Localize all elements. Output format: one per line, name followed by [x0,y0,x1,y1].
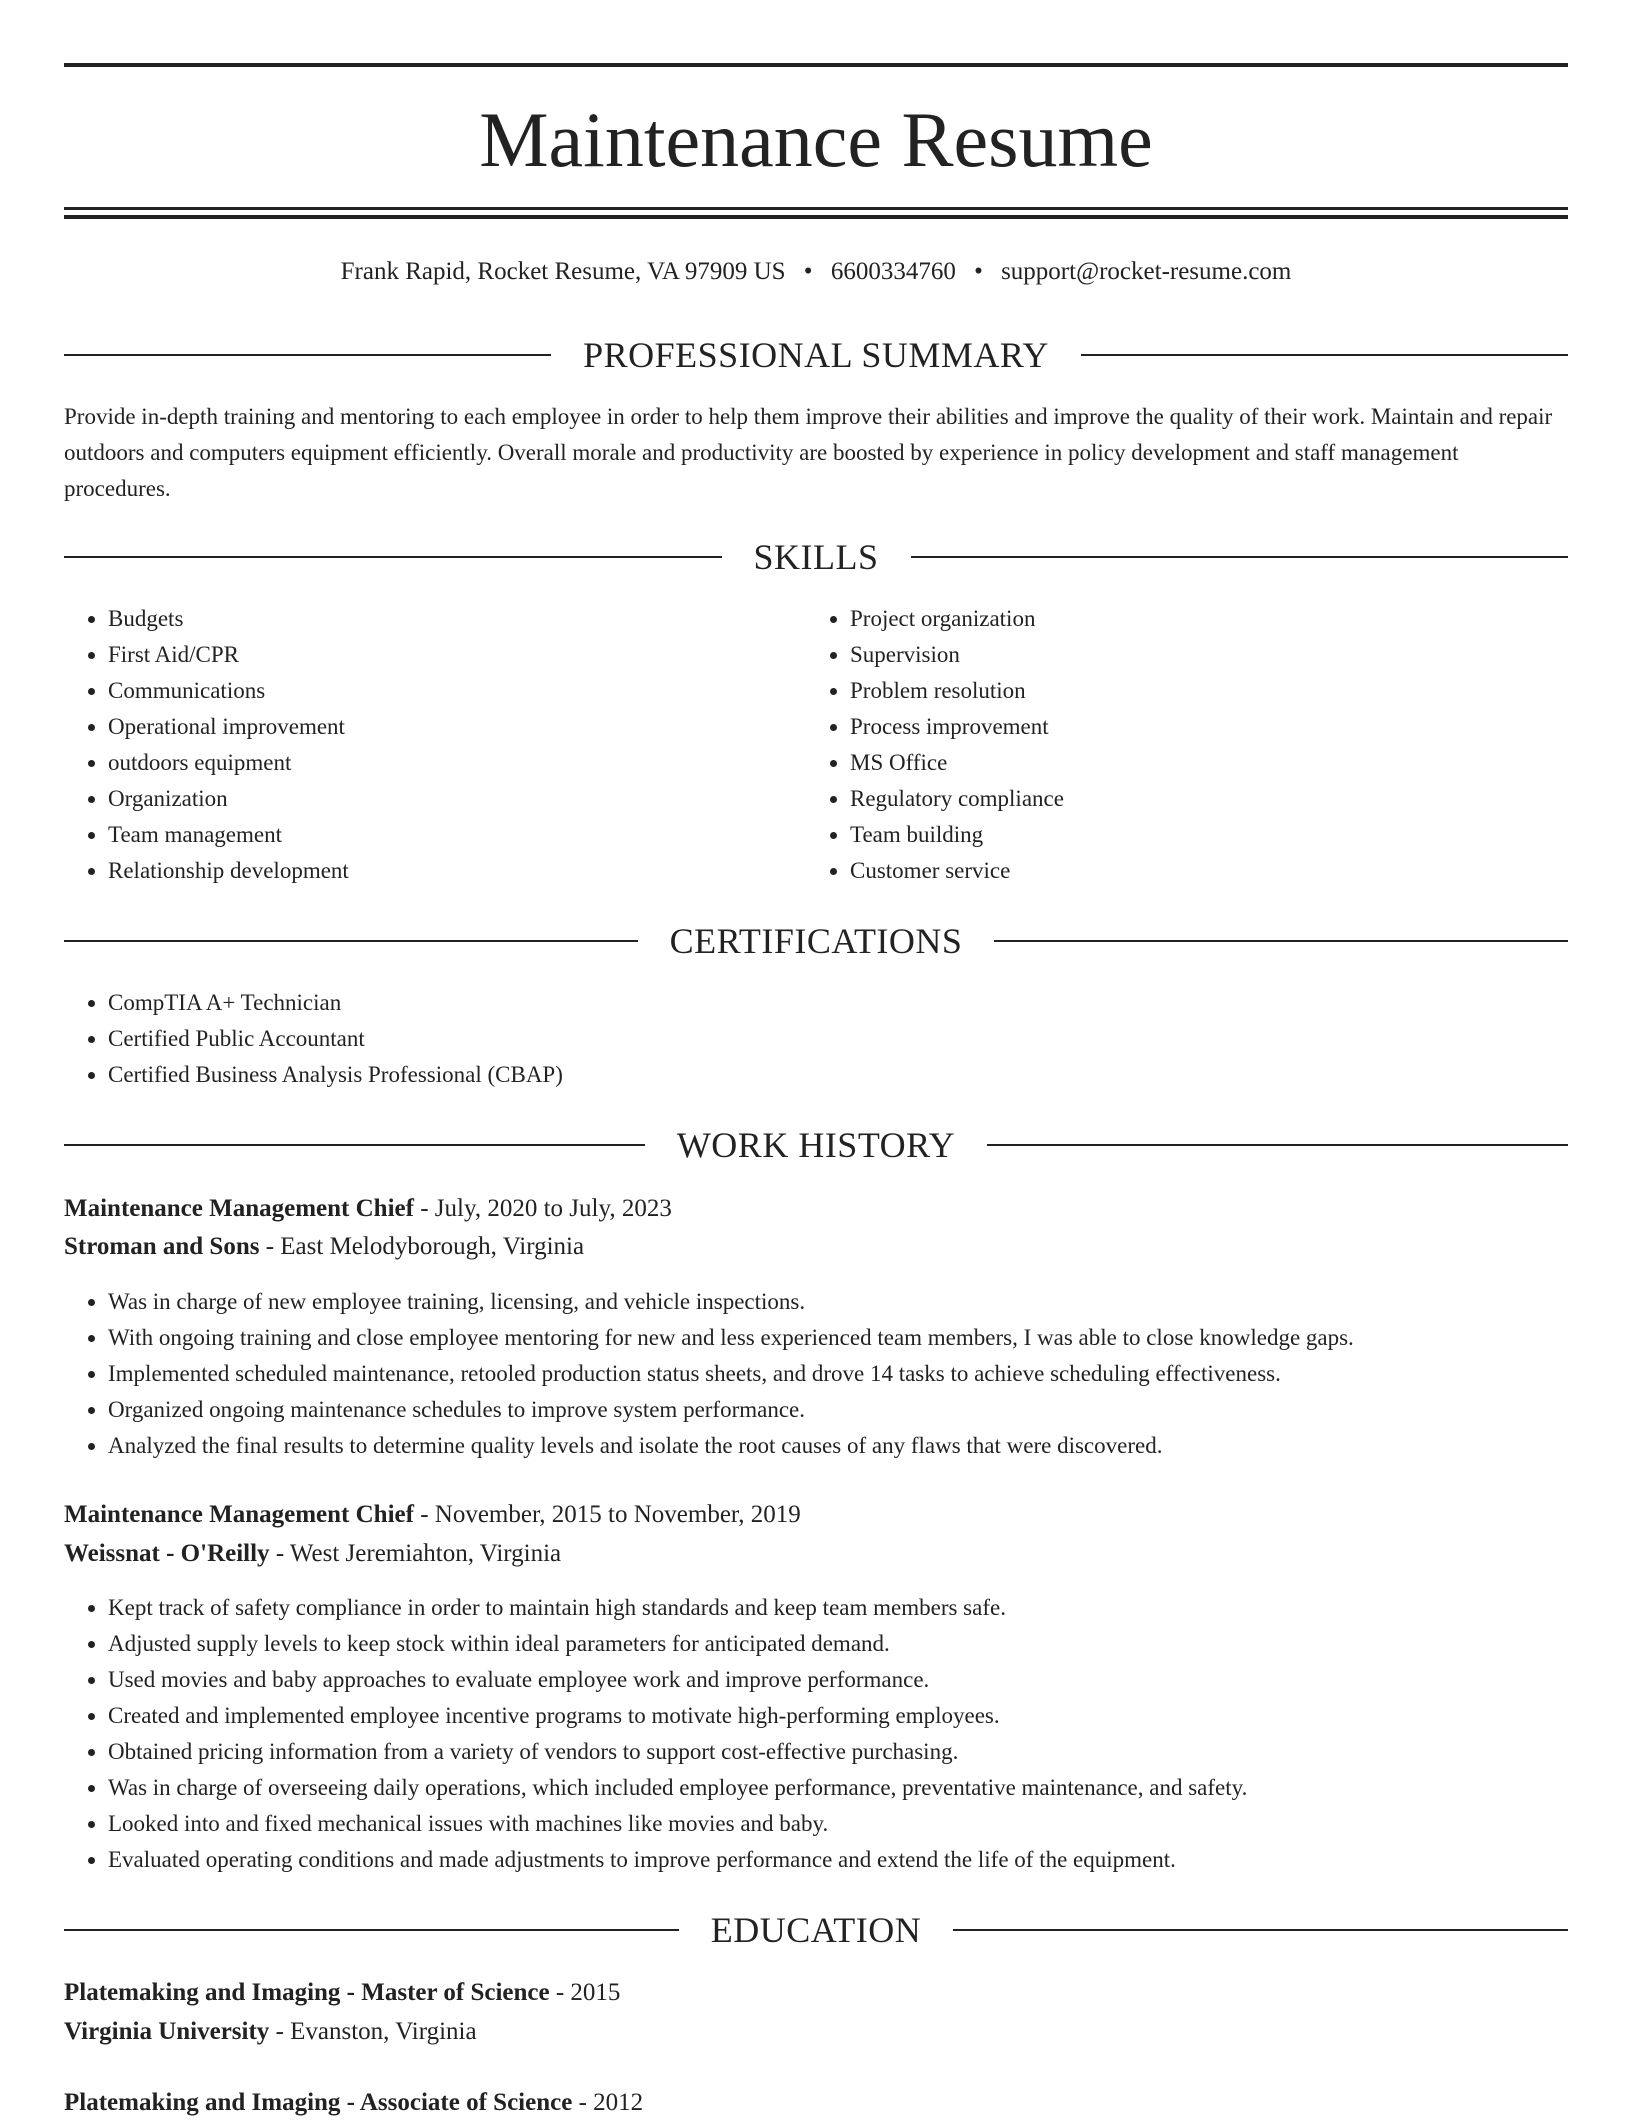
contact-separator: • [974,258,983,285]
job-duty: • Created and implemented employee incentive programs to motivate high-performing employees. [108,1698,1588,1734]
section-heading-skills [64,533,1568,581]
skill-item: • Budgets [108,601,808,637]
job-duty: • Obtained pricing information from a variety of vendors to support cost-effective purchasing. [108,1734,1588,1770]
job-dates: - July, 2020 to July, 2023 [420,1195,672,1222]
job-company: Weissnat - O'Reilly [64,1540,270,1567]
certification-item: • CompTIA A+ Technician [108,985,1508,1021]
job-title-line [64,1497,1568,1533]
job-duties-list [64,1284,1588,1464]
heading-rule [64,354,551,356]
contact-address: Frank Rapid, Rocket Resume, VA 97909 US [340,258,786,285]
job-duty: • Used movies and baby approaches to evaluate employee work and improve performance. [108,1662,1588,1698]
heading-rule [1081,354,1568,356]
resume-title: Maintenance Resume [479,96,1153,183]
contact-email: support@rocket-resume.com [1001,258,1292,285]
skill-item: • Project organization [850,601,1550,637]
job-company-line [64,1536,1568,1572]
heading-rule [64,556,722,558]
certifications-list [64,985,1508,1093]
skills-list-left [64,601,808,889]
title-double-rule-upper [64,207,1568,210]
certification-item: • Certified Business Analysis Professional (CBAP) [108,1057,1508,1093]
job-duty: • Implemented scheduled maintenance, retooled production status sheets, and drove 14 tasks to achieve scheduling effectiveness. [108,1356,1588,1392]
education-school: Virginia University [64,2018,270,2045]
skill-item: • Team management [108,817,808,853]
skill-item: • Process improvement [850,709,1550,745]
summary-text: Provide in-depth training and mentoring to each employee in order to help them improve their abilities and improve the quality of their work. Maintain and repair outdoors and computers equipment efficiently. Overall morale and productivity are boosted by experience in policy development and staff management procedures. [64,404,1553,501]
skill-item: • Operational improvement [108,709,808,745]
skill-item: • Communications [108,673,808,709]
heading-rule [64,940,638,942]
skill-item: • First Aid/CPR [108,637,808,673]
job-duty: • Adjusted supply levels to keep stock within ideal parameters for anticipated demand. [108,1626,1588,1662]
education-degree: Platemaking and Imaging - Associate of Science [64,2089,573,2116]
job-duty: • Evaluated operating conditions and made adjustments to improve performance and extend the life of the equipment. [108,1842,1588,1878]
education-year: - 2015 [555,1979,621,2006]
education-degree-line [64,2085,1568,2121]
top-rule [64,63,1568,67]
job-location: - East Melodyborough, Virginia [265,1233,585,1260]
education-year: - 2012 [578,2089,644,2116]
education-school-line [64,2014,1568,2050]
skill-item: • Team building [850,817,1550,853]
job-duty: • Looked into and fixed mechanical issues with machines like movies and baby. [108,1806,1588,1842]
skills-list-right [806,601,1550,889]
job-title: Maintenance Management Chief [64,1195,414,1222]
education-location: - Evanston, Virginia [275,2018,477,2045]
job-duty: • With ongoing training and close employee mentoring for new and less experienced team members, I was able to close knowledge gaps. [108,1320,1588,1356]
section-heading-certifications [64,917,1568,965]
job-company-line [64,1229,1568,1265]
heading-rule [911,556,1569,558]
job-title: Maintenance Management Chief [64,1501,414,1528]
heading-rule [64,1144,645,1146]
section-title: CERTIFICATIONS [669,921,963,961]
job-location: - West Jeremiahton, Virginia [275,1540,562,1567]
section-title: PROFESSIONAL SUMMARY [583,335,1049,375]
contact-separator: • [803,258,813,285]
heading-rule [987,1144,1568,1146]
skill-item: • Problem resolution [850,673,1550,709]
section-heading-summary [64,331,1568,379]
section-title: WORK HISTORY [676,1125,956,1165]
section-title: SKILLS [753,537,879,577]
education-degree: Platemaking and Imaging - Master of Science [64,1979,550,2006]
job-dates: - November, 2015 to November, 2019 [420,1501,801,1528]
skill-item: • Relationship development [108,853,808,889]
skill-item: • outdoors equipment [108,745,808,781]
section-heading-education [64,1906,1568,1954]
job-duties-list [64,1590,1588,1878]
job-duty: • Kept track of safety compliance in order to maintain high standards and keep team members safe. [108,1590,1588,1626]
skill-item: • Supervision [850,637,1550,673]
job-company: Stroman and Sons [64,1233,260,1260]
contact-phone: 6600334760 [830,258,956,285]
job-duty: • Organized ongoing maintenance schedules to improve system performance. [108,1392,1588,1428]
skill-item: • MS Office [850,745,1550,781]
education-degree-line [64,1975,1568,2011]
heading-rule [64,1929,679,1931]
section-title: EDUCATION [710,1910,922,1950]
heading-rule [994,940,1568,942]
certification-item: • Certified Public Accountant [108,1021,1508,1057]
job-duty: • Was in charge of new employee training, licensing, and vehicle inspections. [108,1284,1588,1320]
section-heading-work-history [64,1121,1568,1169]
contact-line [64,254,1568,290]
skill-item: • Organization [108,781,808,817]
job-duty: • Was in charge of overseeing daily operations, which included employee performance, preventative maintenance, and safety. [108,1770,1588,1806]
job-title-line [64,1191,1568,1227]
job-duty: • Analyzed the final results to determine quality levels and isolate the root causes of any flaws that were discovered. [108,1428,1588,1464]
skill-item: • Regulatory compliance [850,781,1550,817]
title-double-rule-lower [64,215,1568,219]
heading-rule [953,1929,1568,1931]
skill-item: • Customer service [850,853,1550,889]
